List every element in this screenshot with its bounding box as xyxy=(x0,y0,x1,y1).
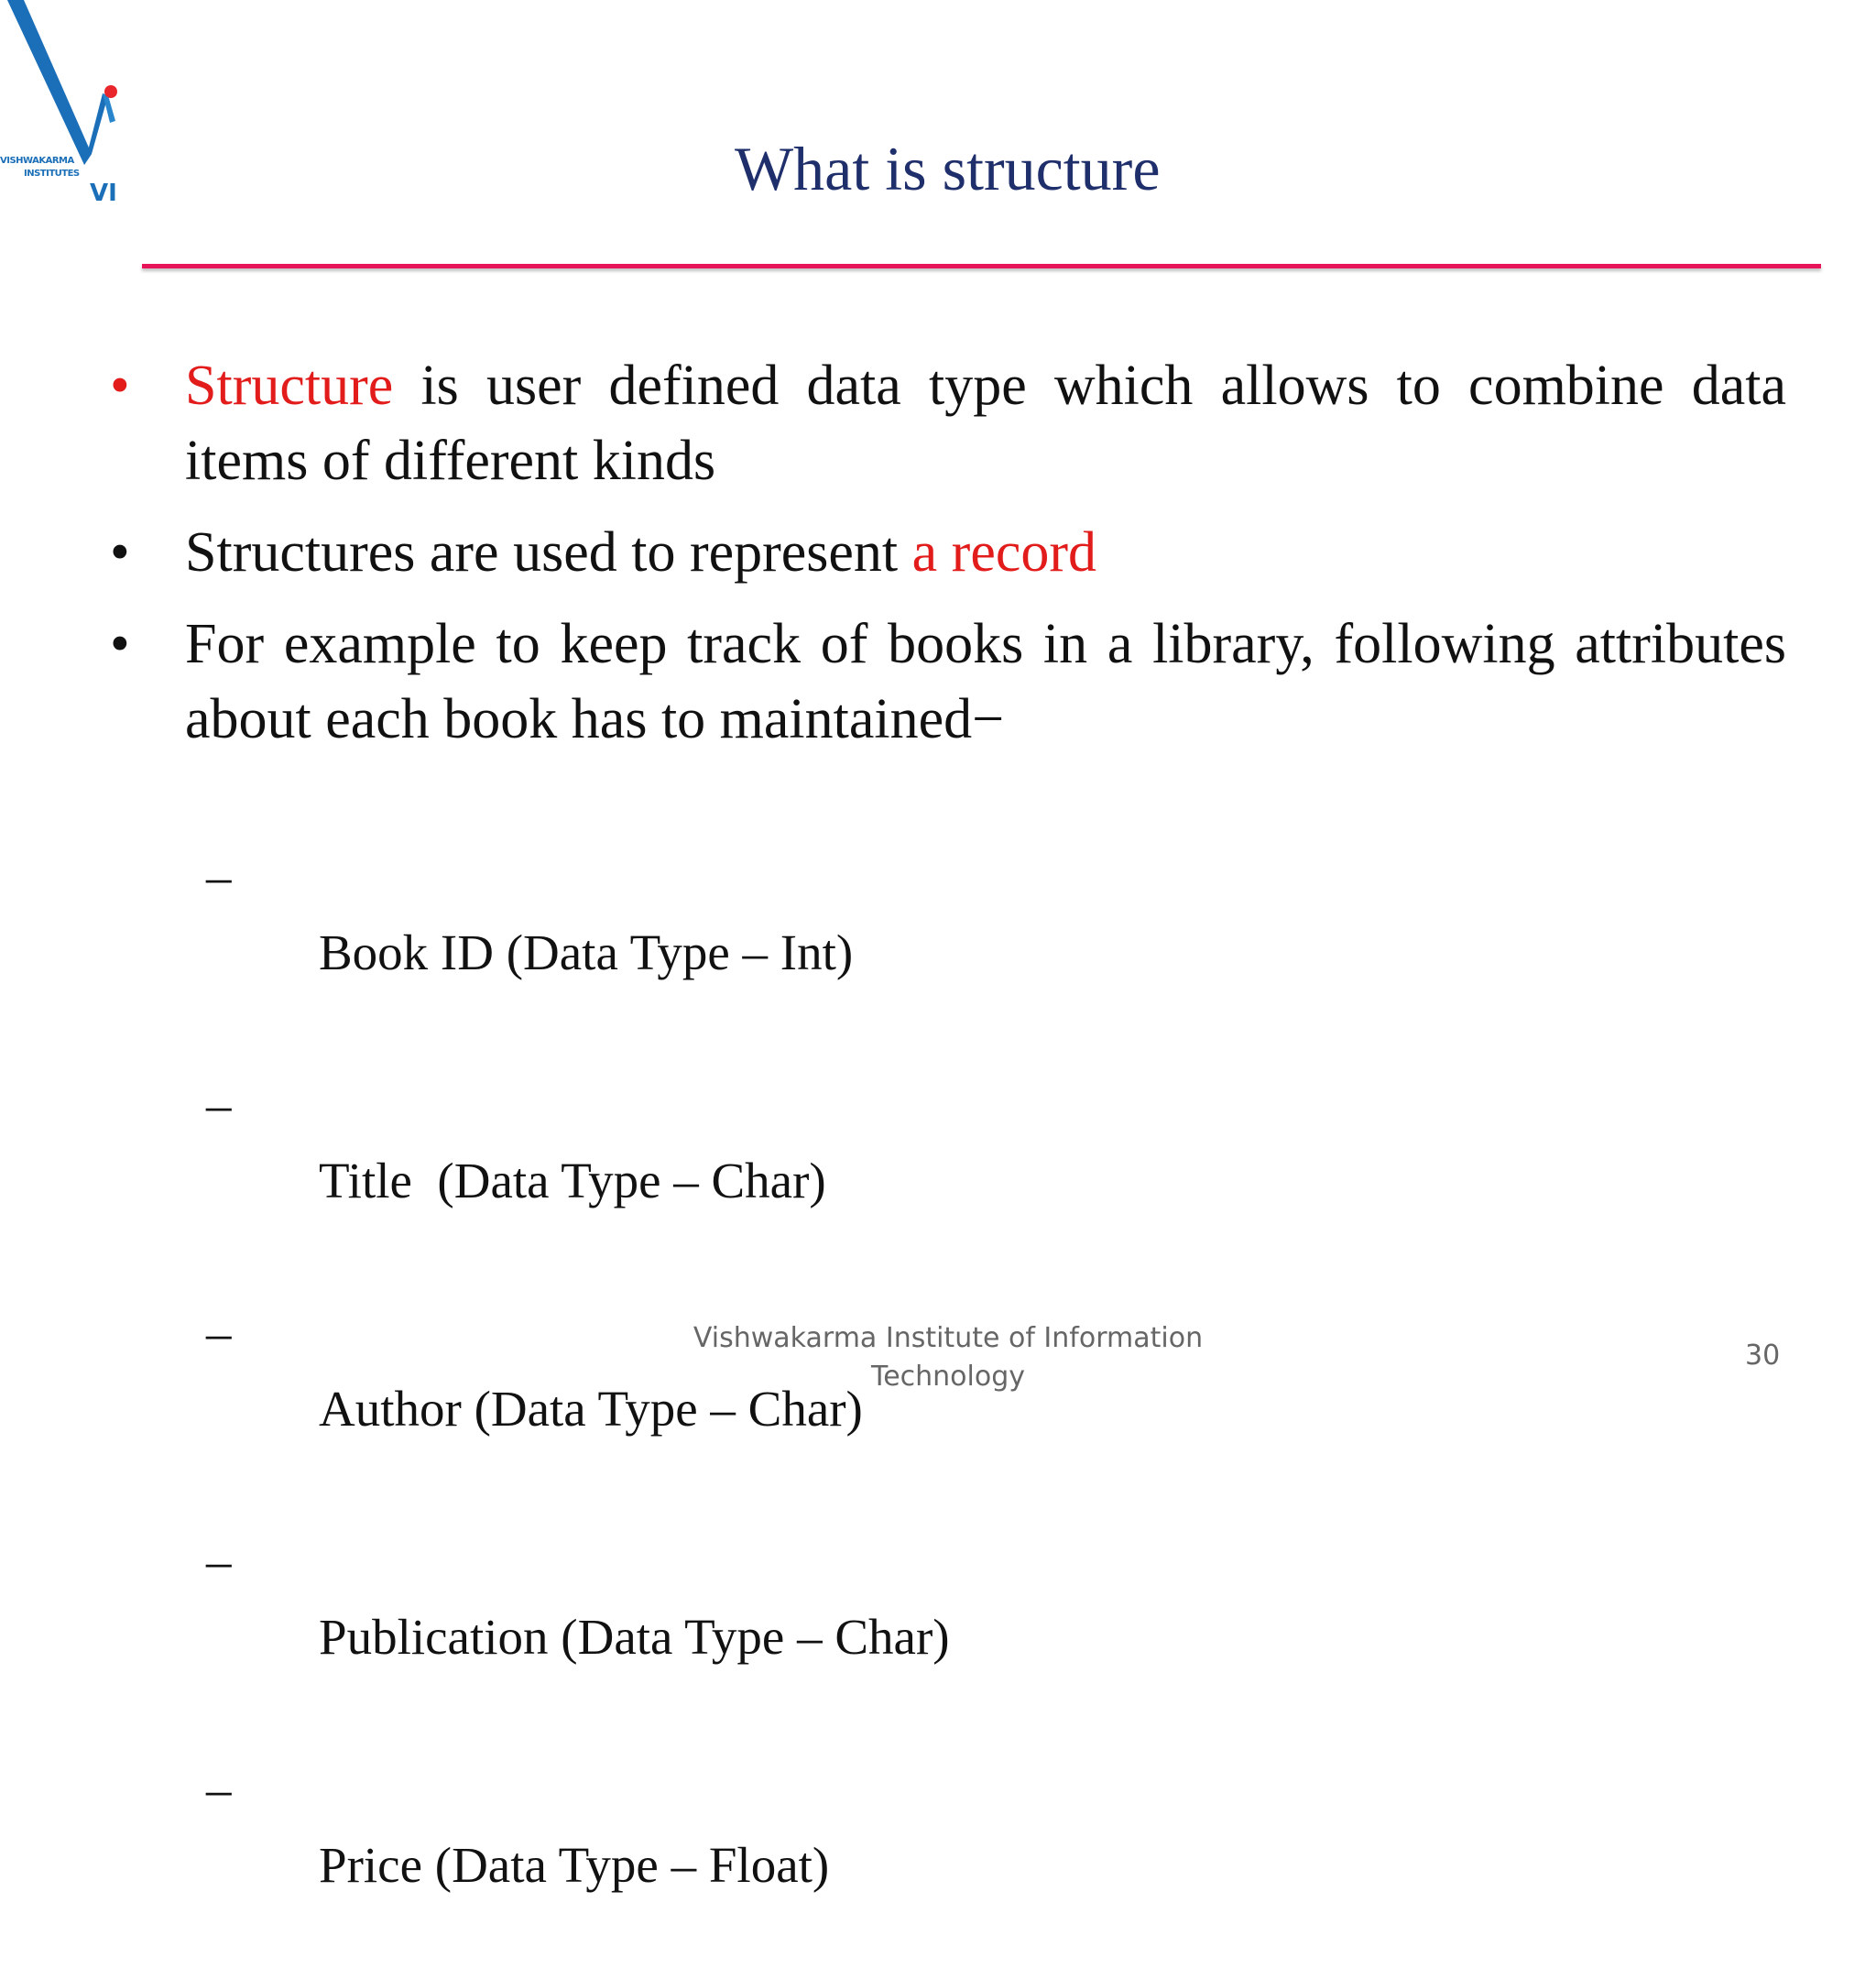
bullet-text: Structures are used to represent xyxy=(185,521,912,584)
vi-logo-icon xyxy=(0,0,121,213)
sub-bullet-marker: – xyxy=(206,848,232,904)
footer-institute xyxy=(669,1319,1227,1396)
sub-bullet-text: Publication (Data Type – Char) xyxy=(319,1609,950,1665)
bullet-text: is user defined data type which allows to combine data items of different kinds xyxy=(185,355,1786,492)
bullet-highlight: a record xyxy=(911,521,1097,584)
sub-bullet-list xyxy=(206,838,1031,1979)
bullet-text: For example to keep track of books in a library, following attributes about each book has to maintained− xyxy=(185,613,1786,750)
logo-text-line1: VISHWAKARMA xyxy=(0,156,74,166)
sub-bullet-marker: – xyxy=(206,1305,232,1361)
sub-bullet-marker: – xyxy=(206,1761,232,1817)
footer-line-2: Technology xyxy=(870,1361,1026,1393)
sub-bullet-marker: – xyxy=(206,1533,232,1589)
bullet-marker: • xyxy=(110,355,130,417)
bullet-highlight: Structure xyxy=(185,355,394,417)
sub-bullet-publication xyxy=(206,1523,1031,1751)
sub-bullet-book-id xyxy=(206,838,1031,1066)
logo-text-line2: INSTITUTES xyxy=(24,169,80,179)
sub-bullet-text: Price (Data Type – Float) xyxy=(319,1837,830,1893)
page-number: 30 xyxy=(1745,1339,1781,1372)
sub-bullet-text: Title (Data Type – Char) xyxy=(319,1153,826,1208)
bullet-item-structure-definition xyxy=(110,348,1786,498)
sub-bullet-title xyxy=(206,1066,1031,1295)
bullet-item-record xyxy=(110,515,1786,590)
bullet-list xyxy=(110,348,1786,773)
sub-bullet-price xyxy=(206,1751,1031,1979)
footer-line-1: Vishwakarma Institute of Information xyxy=(693,1322,1204,1354)
sub-bullet-marker: – xyxy=(206,1077,232,1132)
sub-bullet-text: Book ID (Data Type – Int) xyxy=(319,924,854,980)
bullet-marker: • xyxy=(110,521,130,584)
sub-bullet-text: Author (Data Type – Char) xyxy=(319,1381,863,1437)
bullet-marker: • xyxy=(110,613,130,675)
bullet-item-example xyxy=(110,607,1786,757)
slide-title: What is structure xyxy=(735,134,1161,203)
logo-initials: VI xyxy=(90,180,117,207)
title-divider xyxy=(142,264,1821,268)
